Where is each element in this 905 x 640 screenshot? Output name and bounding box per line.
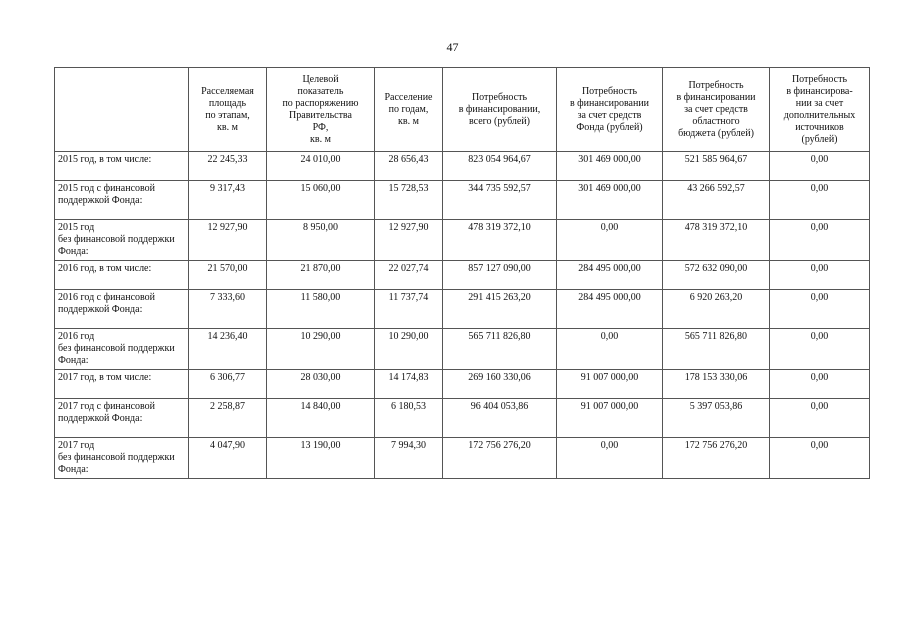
additional-need-value: 0,00 — [770, 220, 870, 261]
resettlement-value: 6 180,53 — [375, 399, 443, 438]
row-label: 2017 год с финансовой поддержкой Фонда: — [55, 399, 189, 438]
table-row — [55, 370, 870, 399]
area-value: 12 927,90 — [189, 220, 267, 261]
resettlement-value: 7 994,30 — [375, 438, 443, 479]
table-row — [55, 438, 870, 479]
resettlement-value: 28 656,43 — [375, 152, 443, 181]
header-cell-regional-need: Потребность в финансировании за счет средств областного бюджета (рублей) — [663, 68, 770, 152]
total-need-value: 565 711 826,80 — [443, 329, 557, 370]
additional-need-value: 0,00 — [770, 399, 870, 438]
table-row — [55, 329, 870, 370]
regional-need-value: 43 266 592,57 — [663, 181, 770, 220]
total-need-value: 291 415 263,20 — [443, 290, 557, 329]
row-label: 2015 год без финансовой поддержки Фонда: — [55, 220, 189, 261]
resettlement-value: 15 728,53 — [375, 181, 443, 220]
table-row — [55, 261, 870, 290]
area-value: 2 258,87 — [189, 399, 267, 438]
row-label: 2016 год, в том числе: — [55, 261, 189, 290]
area-value: 9 317,43 — [189, 181, 267, 220]
fund-need-value: 0,00 — [557, 220, 663, 261]
table-row — [55, 181, 870, 220]
area-value: 4 047,90 — [189, 438, 267, 479]
header-cell-area: Расселяемая площадь по этапам, кв. м — [189, 68, 267, 152]
target-value: 11 580,00 — [267, 290, 375, 329]
target-value: 28 030,00 — [267, 370, 375, 399]
target-value: 14 840,00 — [267, 399, 375, 438]
area-value: 6 306,77 — [189, 370, 267, 399]
additional-need-value: 0,00 — [770, 261, 870, 290]
financing-table — [54, 67, 870, 479]
fund-need-value: 301 469 000,00 — [557, 152, 663, 181]
regional-need-value: 478 319 372,10 — [663, 220, 770, 261]
regional-need-value: 5 397 053,86 — [663, 399, 770, 438]
target-value: 21 870,00 — [267, 261, 375, 290]
area-value: 14 236,40 — [189, 329, 267, 370]
resettlement-value: 11 737,74 — [375, 290, 443, 329]
regional-need-value: 521 585 964,67 — [663, 152, 770, 181]
regional-need-value: 178 153 330,06 — [663, 370, 770, 399]
total-need-value: 172 756 276,20 — [443, 438, 557, 479]
fund-need-value: 0,00 — [557, 329, 663, 370]
fund-need-value: 91 007 000,00 — [557, 399, 663, 438]
target-value: 24 010,00 — [267, 152, 375, 181]
header-cell-target: Целевой показатель по распоряжению Правительства РФ, кв. м — [267, 68, 375, 152]
total-need-value: 478 319 372,10 — [443, 220, 557, 261]
target-value: 15 060,00 — [267, 181, 375, 220]
additional-need-value: 0,00 — [770, 329, 870, 370]
table-row — [55, 220, 870, 261]
row-label: 2016 год без финансовой поддержки Фонда: — [55, 329, 189, 370]
regional-need-value: 565 711 826,80 — [663, 329, 770, 370]
fund-need-value: 301 469 000,00 — [557, 181, 663, 220]
row-label: 2017 год без финансовой поддержки Фонда: — [55, 438, 189, 479]
total-need-value: 823 054 964,67 — [443, 152, 557, 181]
target-value: 8 950,00 — [267, 220, 375, 261]
fund-need-value: 0,00 — [557, 438, 663, 479]
additional-need-value: 0,00 — [770, 152, 870, 181]
total-need-value: 269 160 330,06 — [443, 370, 557, 399]
additional-need-value: 0,00 — [770, 181, 870, 220]
resettlement-value: 12 927,90 — [375, 220, 443, 261]
target-value: 10 290,00 — [267, 329, 375, 370]
additional-need-value: 0,00 — [770, 438, 870, 479]
header-row — [55, 68, 870, 152]
additional-need-value: 0,00 — [770, 370, 870, 399]
table-row — [55, 152, 870, 181]
area-value: 22 245,33 — [189, 152, 267, 181]
regional-need-value: 172 756 276,20 — [663, 438, 770, 479]
regional-need-value: 572 632 090,00 — [663, 261, 770, 290]
table-row — [55, 399, 870, 438]
resettlement-value: 10 290,00 — [375, 329, 443, 370]
total-need-value: 344 735 592,57 — [443, 181, 557, 220]
area-value: 7 333,60 — [189, 290, 267, 329]
regional-need-value: 6 920 263,20 — [663, 290, 770, 329]
header-cell-total-need: Потребность в финансировании, всего (рублей) — [443, 68, 557, 152]
page-number: 47 — [446, 40, 459, 54]
row-label: 2015 год, в том числе: — [55, 152, 189, 181]
fund-need-value: 91 007 000,00 — [557, 370, 663, 399]
fund-need-value: 284 495 000,00 — [557, 290, 663, 329]
resettlement-value: 14 174,83 — [375, 370, 443, 399]
target-value: 13 190,00 — [267, 438, 375, 479]
additional-need-value: 0,00 — [770, 290, 870, 329]
total-need-value: 857 127 090,00 — [443, 261, 557, 290]
table-row — [55, 290, 870, 329]
resettlement-value: 22 027,74 — [375, 261, 443, 290]
row-label: 2015 год с финансовой поддержкой Фонда: — [55, 181, 189, 220]
row-label: 2017 год, в том числе: — [55, 370, 189, 399]
header-cell-additional-need: Потребность в финансирова- нии за счет дополнительных источников (рублей) — [770, 68, 870, 152]
total-need-value: 96 404 053,86 — [443, 399, 557, 438]
header-cell-resettlement: Расселение по годам, кв. м — [375, 68, 443, 152]
fund-need-value: 284 495 000,00 — [557, 261, 663, 290]
area-value: 21 570,00 — [189, 261, 267, 290]
header-cell-label — [55, 68, 189, 152]
row-label: 2016 год с финансовой поддержкой Фонда: — [55, 290, 189, 329]
header-cell-fund-need: Потребность в финансировании за счет средств Фонда (рублей) — [557, 68, 663, 152]
